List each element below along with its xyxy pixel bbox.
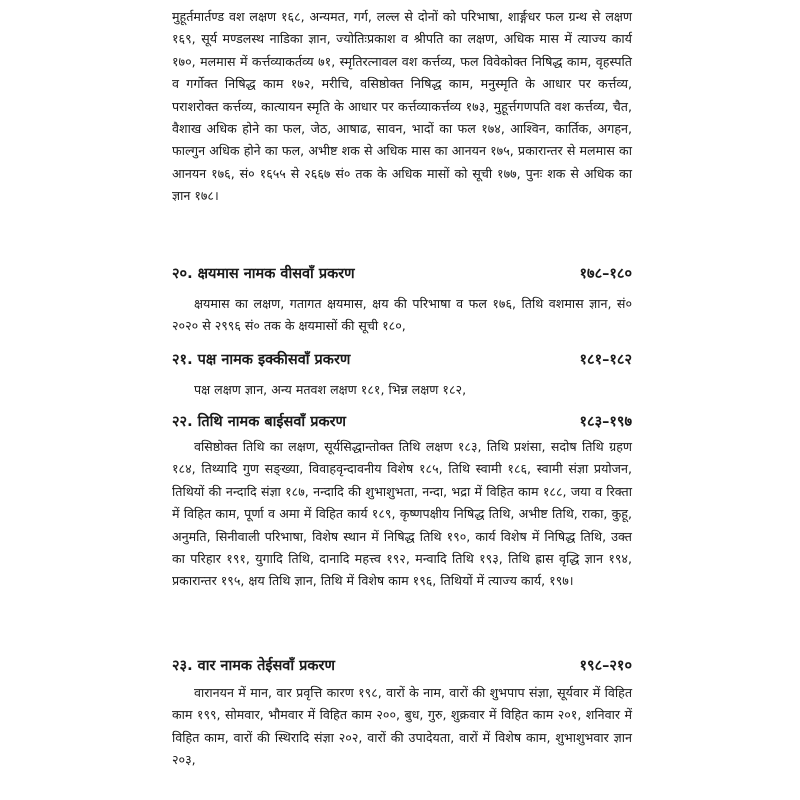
section-body-22: वसिष्ठोक्त तिथि का लक्षण, सूर्यसिद्धान्तोक्त तिथि लक्षण १८३, तिथि प्रशंसा, सदोष तिथि ग्रहण १८४, तिथ्यादि गुण सङ्ख्या, विवाहवृन्दावनीय विशेष १८५, तिथि स्वामी १८६, स्वामी संज्ञा प्रयोजन, तिथियों की नन्दादि संज्ञा १८७, नन्दादि की शुभाशुभता, नन्दा, भद्रा में विहित काम १८८, जया व रिक्ता में विहित काम, पूर्णा व अमा में विहित कार्य १८९, कृष्णपक्षीय निषिद्ध तिथि, अभीष्ट तिथि, राका, कुहू, अनुमति, सिनीवाली परिभाषा, विशेष स्थान में निषिद्ध तिथि १९०, कार्य विशेष में निषिद्ध तिथि, उक्त का परिहार १९१, युगादि तिथि, दानादि महत्त्व १९२, मन्वादि तिथि १९३, तिथि ह्रास वृद्धि ज्ञान १९४, प्रकारान्तर १९५, क्षय तिथि ज्ञान, तिथि में विशेष काम १९६, तिथियों में त्याज्य कार्य, १९७। bbox=[172, 439, 632, 589]
section-page-range: १८१–१८२ bbox=[579, 352, 632, 368]
section-heading-20 bbox=[172, 262, 632, 286]
section-heading-23 bbox=[172, 654, 632, 678]
section-title: २१. पक्ष नामक इक्कीसवाँ प्रकरण bbox=[172, 352, 351, 368]
section-body-23: वारानयन में मान, वार प्रवृत्ति कारण १९८, वारों के नाम, वारों की शुभपाप संज्ञा, सूर्यवार में विहित काम १९९, सोमवार, भौमवार में विहित काम २००, बुध, गुरु, शुक्रवार में विहित काम २०१, शनिवार में विहित काम, वारों की स्थिरादि संज्ञा २०२, वारों की उपादेयता, वारों में विशेष काम, शुभाशुभवार ज्ञान २०३, bbox=[172, 685, 632, 768]
section-title: २२. तिथि नामक बाईसवाँ प्रकरण bbox=[172, 414, 347, 430]
section-title: २०. क्षयमास नामक वीसवाँ प्रकरण bbox=[172, 266, 355, 282]
section-page-range: १९८–२१० bbox=[579, 658, 632, 674]
section-title: २३. वार नामक तेईसवाँ प्रकरण bbox=[172, 658, 335, 674]
section-body-20: क्षयमास का लक्षण, गतागत क्षयमास, क्षय की परिभाषा व फल १७६, तिथि वशमास ज्ञान, सं० २०२० से २९९६ सं० तक के क्षयमासों की सूची १८०, bbox=[172, 296, 632, 334]
section-body-21: पक्ष लक्षण ज्ञान, अन्य मतवश लक्षण १८१, भिन्न लक्षण १८२, bbox=[194, 382, 467, 397]
section-page-range: १८३–१९७ bbox=[579, 414, 632, 430]
section-page-range: १७८–१८० bbox=[579, 266, 632, 282]
section-heading-21 bbox=[172, 348, 632, 372]
intro-paragraph: मुहूर्तमार्तण्ड वश लक्षण १६८, अन्यमत, गर्ग, लल्ल से दोनों को परिभाषा, शार्ङ्गधर फल ग्रन्थ से लक्षण १६९, सूर्य मण्डलस्थ नाडिका ज्ञान, ज्योतिःप्रकाश व श्रीपति का लक्षण, अधिक मास में त्याज्य कार्य १७०, मलमास में कर्त्तव्याकर्तव्य ७१, स्मृतिरत्नावल वश कर्त्तव्य, फल विवेकोक्त निषिद्ध काम, वृहस्पति व गर्गोक्त निषिद्ध काम १७२, मरीचि, वसिष्ठोक्त निषिद्ध काम, मनुस्मृति के आधार पर कर्त्तव्य, पराशरोक्त कर्त्तव्य, कात्यायन स्मृति के आधार पर कर्त्तव्याकर्त्तव्य १७३, मुहूर्त्तगणपति वश कर्त्तव्य, चैत, वैशाख अधिक होने का फल, जेठ, आषाढ, सावन, भादों का फल १७४, आश्विन, कार्तिक, अगहन, फाल्गुन अधिक होने का फल, अभीष्ट शक से अधिक मास का आनयन १७५, प्रकारान्तर से मलमास का आनयन १७६, सं० १६५५ से २६६७ सं० तक के अधिक मासों को सूची १७७, पुनः शक से अधिक का ज्ञान १७८। bbox=[172, 9, 632, 204]
section-heading-22 bbox=[172, 410, 632, 434]
